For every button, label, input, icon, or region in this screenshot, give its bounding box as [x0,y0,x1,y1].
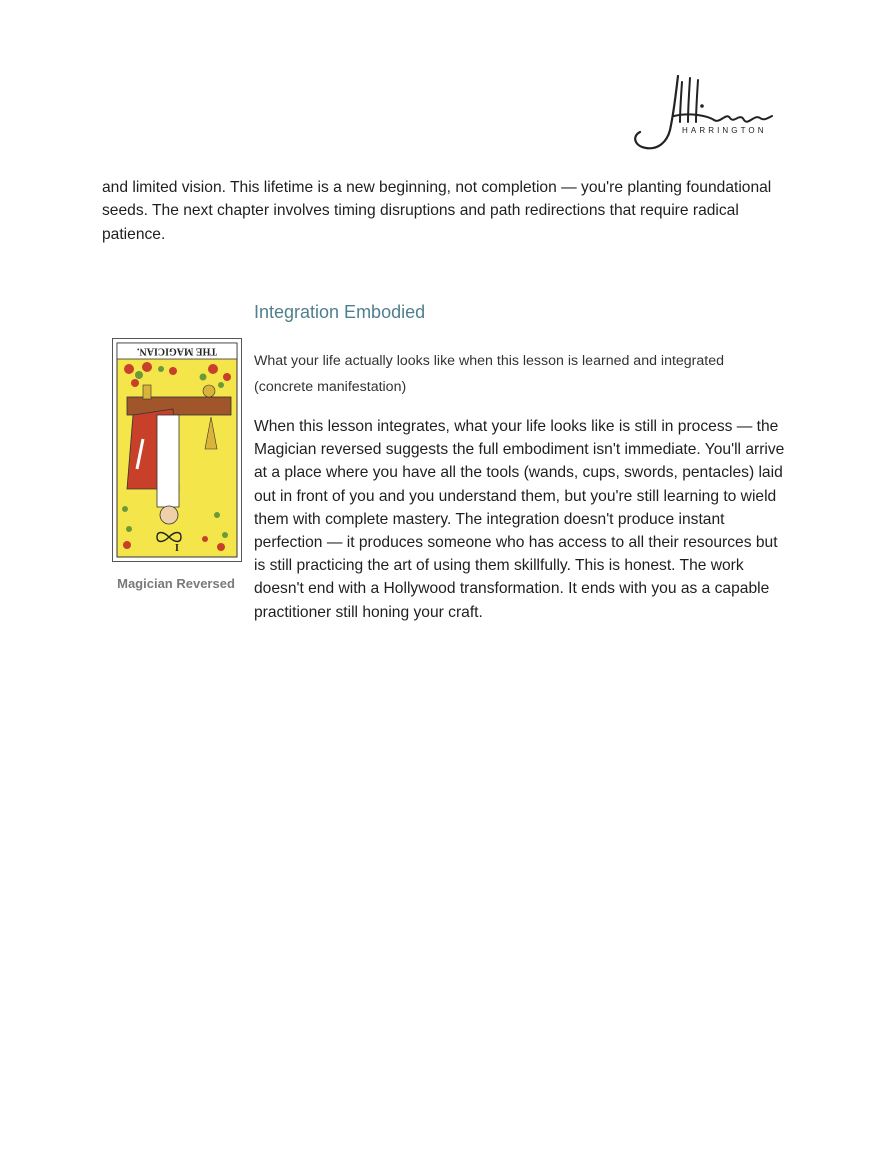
section-subtitle: What your life actually looks like when this lesson is learned and integrated (concrete manifestation) [254,353,725,395]
section-title: Integration Embodied [254,302,426,322]
card-label: THE MAGICIAN. [136,345,218,357]
card-numeral: I [175,543,179,554]
card-caption: Magician Reversed [117,576,235,591]
section-body: When this lesson integrates, what your life looks like is still in process — the Magician reversed suggests the full embodiment isn't immediate. You'll arrive at a place where you have all the tools (wands, cups, swords, pentacles) laid out in front of you and you understand them, but you're still learning to wield them with complete mastery. The integration doesn't produce instant perfection — it produces someone who has access to all their resources but is still practicing the art of using them skillfully. This is honest. The work doesn't end with a Hollywood transformation. It ends with you as a capable practitioner still honing your craft. [254,418,785,621]
logo-subtext: HARRINGTON [682,126,767,135]
tarot-card-image [112,338,242,562]
logo [630,72,780,154]
intro-paragraph: and limited vision. This lifetime is a new beginning, not completion — you're planting foundational seeds. The next chapter involves timing disruptions and path redirections that require radical patience. [102,179,772,243]
logo-signature [630,72,780,152]
card-figure [108,338,244,591]
magician-reversed-illustration [113,339,241,561]
